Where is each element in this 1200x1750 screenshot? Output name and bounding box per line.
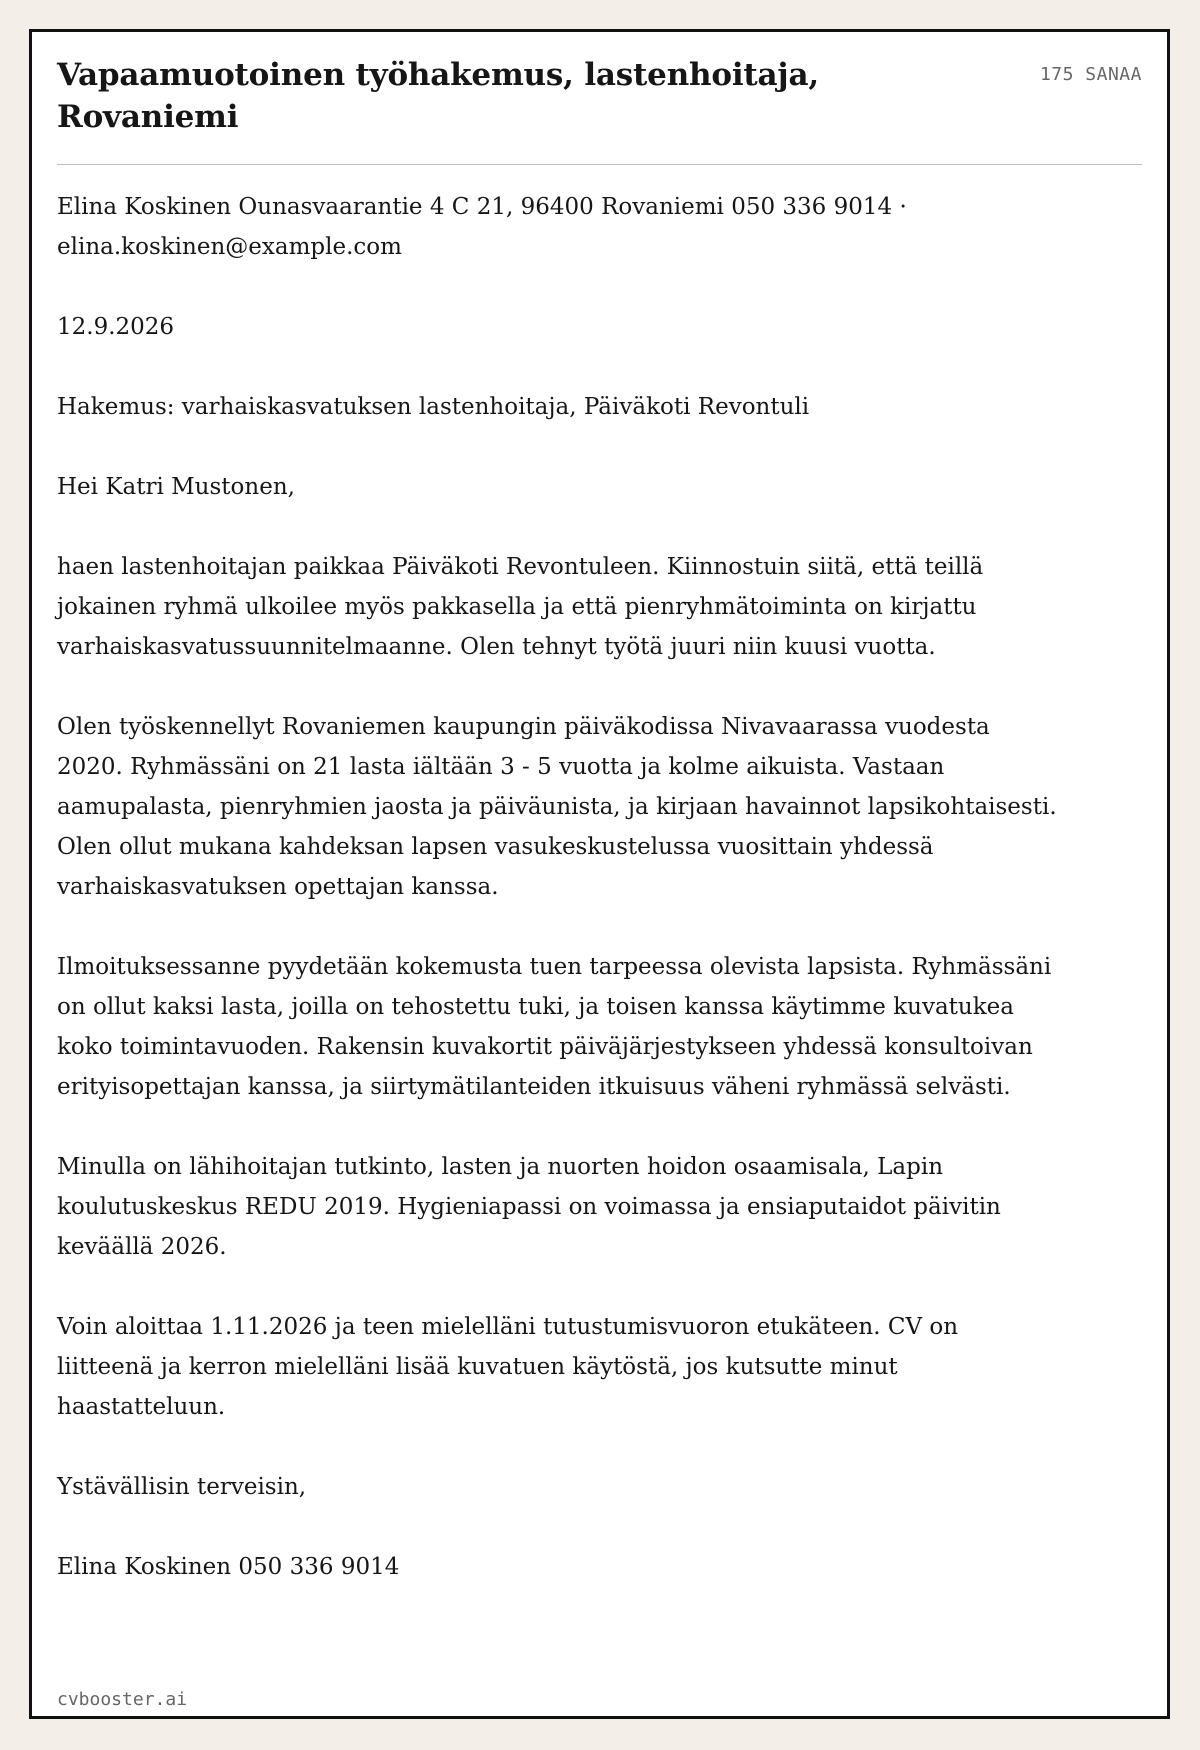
contact-line: Elina Koskinen Ounasvaarantie 4 C 21, 96400 Rovaniemi 050 336 9014 · elina.koskinen@example.com [57,194,907,260]
letter-closing: Ystävällisin terveisin, [57,1474,307,1500]
body-paragraph: Olen työskennellyt Rovaniemen kaupungin päiväkodissa Nivavaarassa vuodesta 2020. Ryhmässäni on 21 lasta iältään 3 - 5 vuotta ja kolme aikuista. Vastaan aamupalasta, pienryhmien jaosta ja päiväunista, ja kirjaan havainnot lapsikohtaisesti. Olen ollut mukana kahdeksan lapsen vasukeskustelussa vuosittain yhdessä varhaiskasvatuksen opettajan kanssa. [57,714,1057,900]
letter-greeting: Hei Katri Mustonen, [57,474,295,500]
letter-signature: Elina Koskinen 050 336 9014 [57,1554,400,1580]
body-paragraph: Voin aloittaa 1.11.2026 ja teen mielelläni tutustumisvuoron etukäteen. CV on liitteenä ja kerron mielelläni lisää kuvatuen käytöstä, jos kutsutte minut haastatteluun. [57,1314,959,1420]
letter-body [57,187,1057,1587]
word-count-badge: 175 SANAA [1039,64,1142,85]
body-paragraph: haen lastenhoitajan paikkaa Päiväkoti Revontuleen. Kiinnostuin siitä, että teillä jokainen ryhmä ulkoilee myös pakkasella ja että pienryhmätoiminta on kirjattu varhaiskasvatussuunnitelmaanne. Olen tehnyt työtä juuri niin kuusi vuotta. [57,554,984,660]
letter-date: 12.9.2026 [57,314,175,340]
body-paragraph: Ilmoituksessanne pyydetään kokemusta tuen tarpeessa olevista lapsista. Ryhmässäni on ollut kaksi lasta, joilla on tehostettu tuki, ja toisen kanssa käytimme kuvatukea koko toimintavuoden. Rakensin kuvakortit päiväjärjestykseen yhdessä konsultoivan erityisopettajan kanssa, ja siirtymätilanteiden itkuisuus väheni ryhmässä selvästi. [57,954,1052,1100]
letter-subject: Hakemus: varhaiskasvatuksen lastenhoitaja, Päiväkoti Revontuli [57,394,810,420]
body-paragraph: Minulla on lähihoitajan tutkinto, lasten ja nuorten hoidon osaamisala, Lapin koulutuskeskus REDU 2019. Hygieniapassi on voimassa ja ensiaputaidot päivitin keväällä 2026. [57,1154,1001,1260]
letter-card [29,29,1170,1719]
footer-brand: cvbooster.ai [57,1689,188,1710]
letter-header [57,54,1142,165]
letter-title: Vapaamuotoinen työhakemus, lastenhoitaja, Rovaniemi [57,57,819,135]
